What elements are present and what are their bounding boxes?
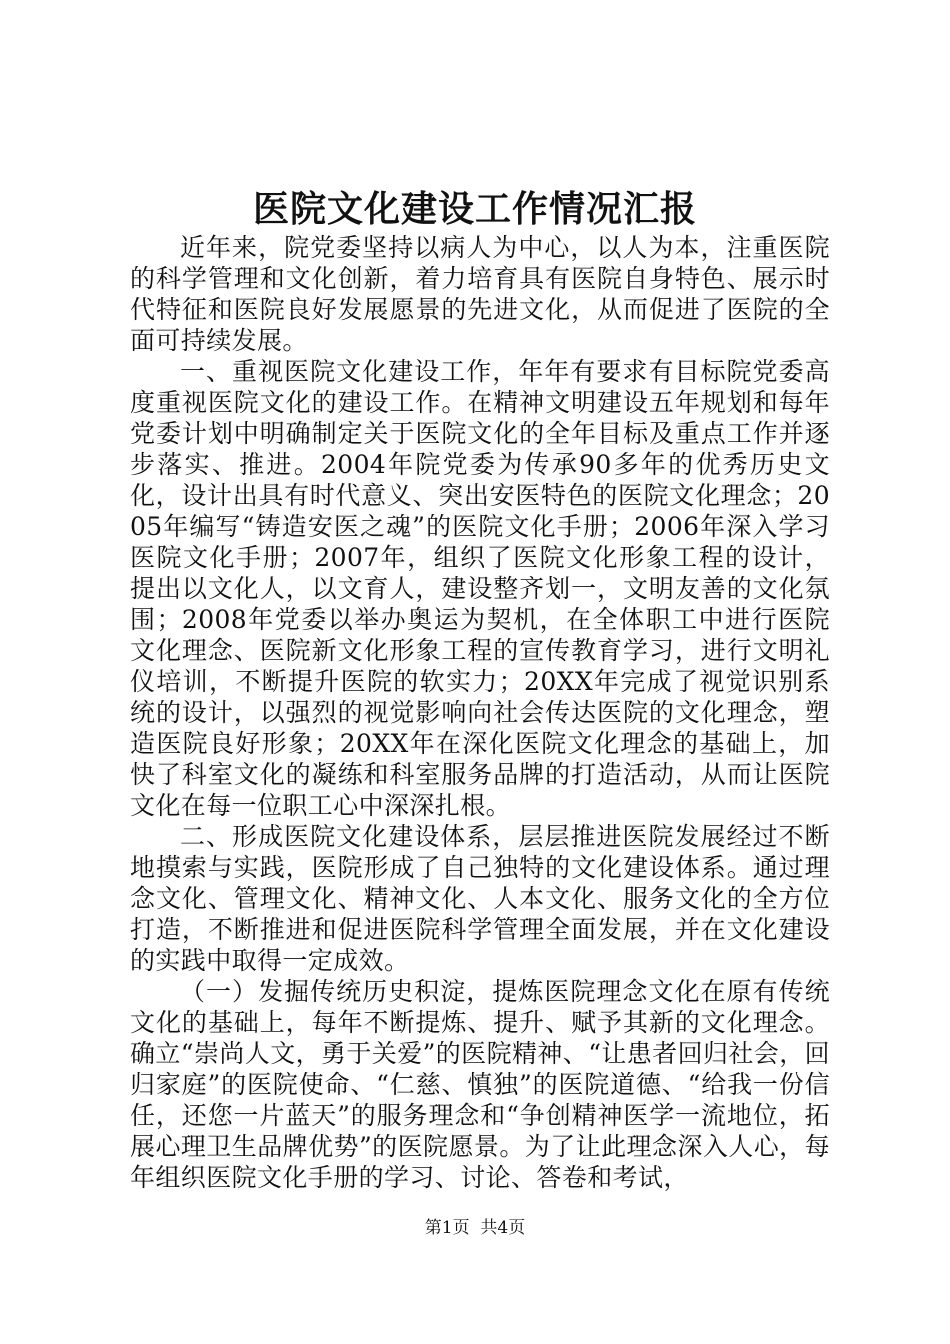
document-body — [130, 232, 830, 1193]
page-total: 共4页 — [480, 1218, 526, 1238]
page-footer — [0, 1216, 950, 1240]
paragraph-intro: 近年来，院党委坚持以病人为中心，以人为本，注重医院的科学管理和文化创新，着力培育具有医院自身特色、展示时代特征和医院良好发展愿景的先进文化，从而促进了医院的全面可持续发展。 — [130, 233, 830, 355]
document-title: 医院文化建设工作情况汇报 — [252, 188, 697, 230]
paragraph-section-1: 一、重视医院文化建设工作，年年有要求有目标院党委高度重视医院文化的建设工作。在精神文明建设五年规划和每年党委计划中明确制定关于医院文化的全年目标及重点工作并逐步落实、推进。2004年院党委为传承90多年的优秀历史文化，设计出具有时代意义、突出安医特色的医院文化理念；2005年编写“铸造安医之魂”的医院文化手册；2006年深入学习医院文化手册；2007年，组织了医院文化形象工程的设计，提出以文化人，以文育人，建设整齐划一，文明友善的文化氛围；2008年党委以举办奥运为契机，在全体职工中进行医院文化理念、医院新文化形象工程的宣传教育学习，进行文明礼仪培训，不断提升医院的软实力；20XX年完成了视觉识别系统的设计，以强烈的视觉影响向社会传达医院的文化理念，塑造医院良好形象；20XX年在深化医院文化理念的基础上，加快了科室文化的凝练和科室服务品牌的打造活动，从而让医院文化在每一位职工心中深深扎根。 — [130, 357, 830, 820]
paragraph-section-2: 二、形成医院文化建设体系，层层推进医院发展经过不断地摸索与实践，医院形成了自己独特的文化建设体系。通过理念文化、管理文化、精神文化、人本文化、服务文化的全方位打造，不断推进和促进医院科学管理全面发展，并在文化建设的实践中取得一定成效。 — [130, 822, 830, 975]
page-number: 第1页 — [424, 1218, 470, 1238]
paragraph-subsection-1: （一）发掘传统历史积淀，提炼医院理念文化在原有传统文化的基础上，每年不断提炼、提升、赋予其新的文化理念。确立“崇尚人文，勇于关爱”的医院精神、“让患者回归社会，回归家庭”的医院使命、“仁慈、慎独”的医院道德、“给我一份信任，还您一片蓝天”的服务理念和“争创精神医学一流地位，拓展心理卫生品牌优势”的医院愿景。为了让此理念深入人心，每年组织医院文化手册的学习、讨论、答卷和考试， — [130, 977, 830, 1192]
